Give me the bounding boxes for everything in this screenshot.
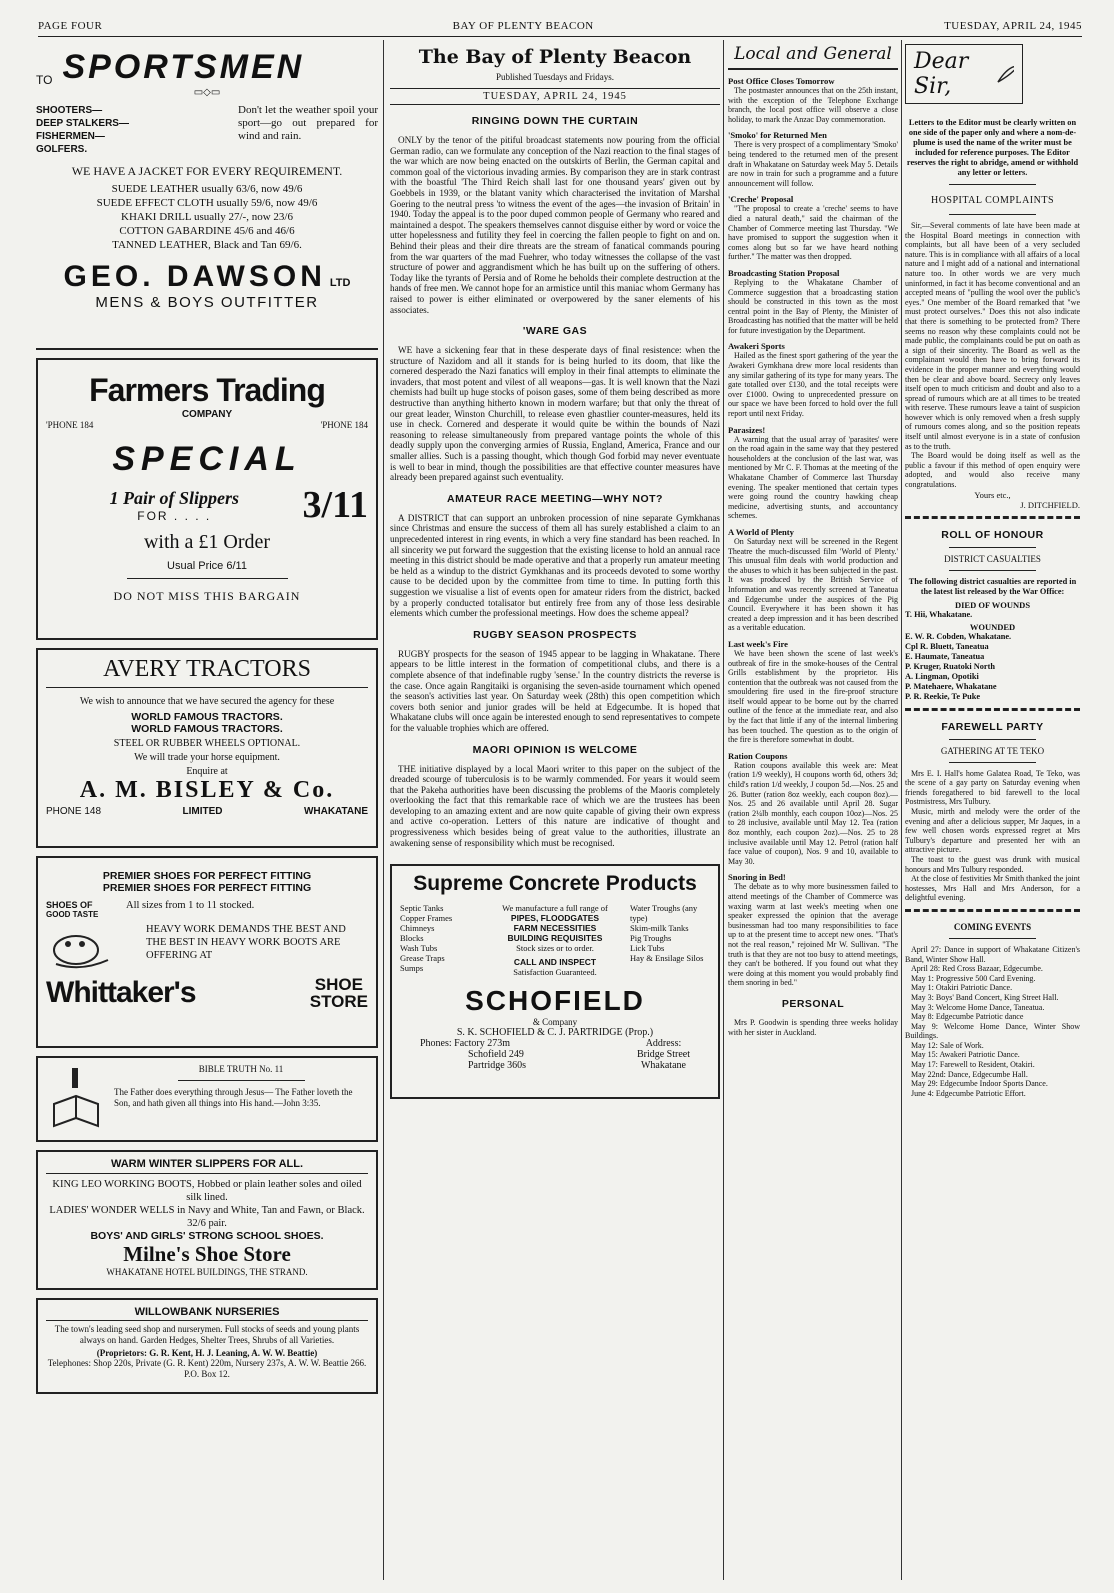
bible-text: The Father does everything through Jesus— The Father loveth the Son, and hath given all things into His hand.—John 3:35.: [114, 1087, 353, 1108]
event-item: May 22nd: Dance, Edgecumbe Hall.: [911, 1069, 1028, 1079]
wounded-name: P. Kruger, Ruatoki North: [905, 661, 995, 671]
ad-to: TO: [36, 73, 53, 87]
concrete-mid: [480, 903, 630, 977]
avery-wheels: STEEL OR RUBBER WHEELS OPTIONAL.: [113, 738, 301, 749]
wavy-rule: [905, 516, 1080, 523]
event-item: May 3: Welcome Home Dance, Taneatua.: [911, 1002, 1045, 1012]
price-item: COTTON GABARDINE 45/6 and 46/6: [119, 225, 295, 237]
shoe-word: SHOE: [314, 975, 363, 994]
brief-heading: Post Office Closes Tomorrow: [728, 76, 835, 86]
brief-heading: 'Creche' Proposal: [728, 194, 794, 205]
list-item: Pig Troughs: [630, 933, 672, 944]
list-item: Hay & Ensilage Silos: [630, 953, 704, 964]
milne-title: WARM WINTER SLIPPERS FOR ALL.: [46, 1158, 368, 1174]
dear-sir-logo: [905, 44, 1023, 104]
brief-heading: Broadcasting Station Proposal: [728, 267, 840, 278]
divider: [949, 570, 1037, 571]
gathering-title: GATHERING AT TE TEKO: [940, 745, 1045, 756]
brief-heading: Awakeri Sports: [728, 341, 785, 352]
bible-truth-box: [36, 1056, 378, 1142]
wounded-name: E. Haumate, Taneatua: [905, 651, 985, 661]
willow-text: The town's leading seed shop and nurserymen. Full stocks of seeds and young plants always on hand. Garden Hedges, Shelter Trees, Shrubs of all Varieties.: [54, 1324, 360, 1345]
list-item: Copper Frames: [400, 913, 453, 924]
milne-l3: BOYS' AND GIRLS' STRONG SCHOOL SHOES.: [90, 1230, 324, 1242]
slippers-line: 1 Pair of Slippers: [109, 487, 240, 508]
phone-line: Schofield 249: [468, 1049, 524, 1061]
divider: [949, 739, 1037, 740]
schofield-co: & Company: [532, 1017, 578, 1028]
avery-tractors-ad: [36, 648, 378, 848]
article-title: 'WARE GAS: [522, 325, 588, 338]
price-item: SUEDE EFFECT CLOTH usually 59/6, now 49/6: [96, 197, 318, 209]
dawson-sub: MENS & BOYS OUTFITTER: [95, 294, 319, 311]
price-item: KHAKI DRILL usually 27/-, now 23/6: [121, 211, 293, 223]
brief-list: [728, 76, 898, 988]
brief-heading: Last week's Fire: [728, 638, 788, 649]
brief-text: Ration coupons available this week are: Meat (ration 1/9 weekly), H coupons worth 6d, others 3d; child's ration 1/d weekly, J coupon 5d.—Nos. 25 and 26. Butter (ration 8oz weekly, each coupon 8oz).—Nos. 25 and 26 available until April 28. Sugar (ration 2¼lb monthly, each coupon 10oz)—Nos. 25 to 28 inclusive, available until May 12. Tea (ration 8oz monthly, each coupon 2oz).—Nos. 25 to 28 inclusive available until May 12. Petrol (ration half face value of coupon), Nos. 9 and 10, available to May 30.: [728, 760, 898, 866]
mid-line: Stock sizes or to order.: [516, 943, 594, 954]
event-item: May 3: Boys' Band Concert, King Street Hall.: [911, 992, 1059, 1002]
letter-signature: J. DITCHFIELD.: [1020, 499, 1080, 510]
farewell-text: The toast to the guest was drunk with musical honours and Mrs Tulbury responded.: [905, 854, 1080, 874]
mid-line: CALL AND INSPECT: [513, 957, 597, 968]
divider: [949, 938, 1037, 939]
roll-title: ROLL OF HONOUR: [941, 528, 1044, 541]
phone-right: 'PHONE 184: [320, 420, 368, 430]
event-item: May 1: Progressive 500 Card Evening.: [911, 973, 1036, 983]
brief-text: We have been shown the scene of last week's outbreak of fire in the smoke-houses of the Central Grills establishment by the proprietor. His contention that the outbreak was not caused from the smouldering fire used in the fire-proof structure itself would appear to be borne out by the charred outline of the fence at the immediate rear, and also by the fact that little if any of the internal limbering has been touched. The question as to the origin of the fire is therefore somewhat in doubt.: [728, 648, 898, 745]
list-item: Sumps: [400, 963, 424, 974]
sportsmen-ad: [36, 48, 378, 350]
events-list: [905, 945, 1080, 1099]
weather-blurb: Don't let the weather spoil your sport—go out prepared for wind and rain.: [238, 104, 378, 142]
mid-line: We manufacture a full range of: [502, 903, 608, 914]
farewell-text: Music, mirth and melody were the order of the evening and after a delicious supper, Mr Jaques, in a few well chosen words expressed regret at Mrs Tulbury's departure and presented her with an attractive picture.: [905, 807, 1080, 855]
brief-heading: A World of Plenty: [728, 526, 794, 537]
whittakers-shoe-ad: [36, 856, 378, 1048]
column-rule: [723, 40, 724, 1580]
usual-price: Usual Price 6/11: [167, 560, 247, 572]
event-item: May 1: Otakiri Patriotic Dance.: [911, 983, 1013, 993]
mid-line: PIPES, FLOODGATES: [510, 913, 600, 924]
address-line: Whakatane: [640, 1060, 686, 1072]
bisley-phone: PHONE 148: [46, 806, 102, 817]
brief-text: Replying to the Whakatane Chamber of Commerce suggestion that a broadcasting station should be constructed in this town as the most central point in the Bay of Plenty, the Minister of Broadcasting has notified that the matter will be held for future investigation by the Department.: [728, 277, 898, 335]
farmers-title: Farmers Trading: [89, 372, 325, 408]
editorial-column: [390, 40, 720, 1107]
published-line: Published Tuesdays and Fridays.: [495, 72, 614, 82]
bisley-firm: A. M. BISLEY & Co.: [79, 777, 335, 803]
ads-column: [36, 40, 378, 1402]
willow-title: WILLOWBANK NURSERIES: [46, 1306, 368, 1321]
list-item: GOLFERS.: [36, 144, 88, 155]
brief-heading: 'Smoko' for Returned Men: [728, 130, 827, 141]
brief-text: "The proposal to create a 'creche' seems to have died a natural death," said the chairman of the Chamber of Commerce meeting last Thursday. "We have promised to support the suggestion when it comes along but so far we have heard nothing further." The matter was then dropped.: [728, 204, 898, 262]
article-body: RUGBY prospects for the season of 1945 appear to be lagging in Whakatane. There appears to be little interest in the formation of competitional clubs, and there is a complete absence of that indefinable rugby 'sense.' In the country districts the reverse is the case. Once again Rangitaiki is organising the seven-aside tournament which opened the season's activities last year. On Saturday week (28th) this open competition which covers both senior and junior grades will be held at Edgecumbe. It is hoped that Whakatane clubs will once again be interested enough to send representatives to compete for the valuable trophies which are offered.: [390, 648, 720, 733]
store-word: STORE: [309, 992, 368, 1011]
roll-intro: The following district casualties are reported in the latest list released by the War Office:: [908, 576, 1077, 596]
farmers-trading-ad: [36, 358, 378, 640]
willowbank-ad: [36, 1298, 378, 1394]
avery-famous: [46, 711, 368, 735]
heavy-work: HEAVY WORK DEMANDS THE BEST AND THE BEST IN HEAVY WORK BOOTS ARE OFFERING AT: [146, 924, 346, 961]
personal-text: Mrs P. Goodwin is spending three weeks holiday with her sister in Auckland.: [728, 1017, 898, 1037]
brief-text: On Saturday next will be screened in the Regent Theatre the much-discussed film 'World of Plenty.' This unusual film deals with world production and the abuses to which it has been subjected in the past. It was produced by the British Service of Information and was recently screened at Taneatua and Edgecumbe under the auspices of the Pig Council. Everywhere it has been shown it has created a deep impression and it has been described as a veritable education.: [728, 536, 898, 633]
bisley-limited: LIMITED: [182, 806, 223, 817]
whittakers-firm: Whittaker's: [46, 976, 196, 1009]
divider: [178, 1080, 305, 1081]
list-item: DEEP STALKERS—: [36, 118, 129, 129]
local-general-column: [728, 40, 898, 1037]
milnes-shoe-ad: [36, 1150, 378, 1290]
special-title: SPECIAL: [112, 440, 302, 478]
avery-title: AVERY TRACTORS: [46, 656, 368, 688]
died-name: T. Hii, Whakatane.: [905, 609, 973, 619]
wavy-rule: [905, 909, 1080, 916]
article-title: AMATEUR RACE MEETING—WHY NOT?: [447, 492, 663, 505]
dawson-firm: GEO. DAWSON: [63, 260, 326, 293]
milne-addr: WHAKATANE HOTEL BUILDINGS, THE STRAND.: [106, 1267, 308, 1277]
for-line: FOR . . . .: [137, 508, 212, 523]
address-line: Bridge Street: [636, 1049, 690, 1061]
miss-line: DO NOT MISS THIS BARGAIN: [113, 589, 301, 603]
article-body: A DISTRICT that can support an unbroken procession of nine separate Gymkhanas since Christmas and ensure the success of them all has surely established a claim to an unprecedented interest in ring events, in which a very fine standard has been reached. In all sincerity we put forward the suggestion that the existing license to hold an annual race meeting in this district should be made operative and that a properly run amateur meeting be held as a windup to the district Gymkhanas and its proceeds devoted to some worthy cause to be decided upon by the committee from time to time. In putting forth this suggestion we visualise a list of events open for amateur riders from the district, backed by a properly conducted totalisator but entirely free from any of those less desirable elements which cumber the professional meetings. How does the scheme appeal?: [390, 512, 720, 619]
famous-line: WORLD FAMOUS TRACTORS.: [131, 711, 283, 723]
events-title: COMING EVENTS: [953, 921, 1032, 932]
order-line: with a £1 Order: [143, 531, 271, 553]
phone-left: 'PHONE 184: [46, 420, 94, 430]
article-body: ONLY by the tenor of the pitiful broadcast statements now pouring from the official German radio, can we formulate any conception of the Nazi reaction to the final stages of the war which are now being enacted on the outskirts of Berlin, the German capital and common goal of the victorious invading armies. By comparison they are in stark contrast with the boastful 'The Third Reich shall last for one thousand years' given out by Goebbels in 1939, or the blatant vanity which characterised the invitation of Marshal Goering to the neutral press 'to witness the event of the ages—the invasion of Britain' in 1940. Today the appeal is to the poor duped common people of Germany who reared and maintained a despot. The speakers themselves cannot disguise either by word or voice the utter hopelessness and futility they feel in coercing the fallen people to fight on and on. Behind their pleas and their dire threats are the stream of fanatical commands pouring from the war quarters of the mad Fuehrer, who today witnesses the collapse of the vast structure of power and aggrandisment which he has built up on the suffering of others. Today like the tyrants of Persia and of Rome he beholds their complete destruction at the hands of free men. We cannot hope for an armistice until this maniac whom Germany has raised to power is either eliminated or overpowered by the saner elements of his associates.: [390, 135, 720, 315]
quill-icon: [996, 64, 1014, 84]
column-rule: [383, 40, 384, 1580]
local-general-title: Local and General: [728, 40, 898, 70]
letters-column: [905, 40, 1080, 1098]
list-item: Wash Tubs: [400, 943, 438, 954]
letter-body: The Board would be doing itself as well as the public a favour if this method of open enquiry were adopted, and would also receive many congratulations.: [905, 451, 1080, 490]
page-header: [38, 20, 1082, 37]
district-casualties: DISTRICT CASUALTIES: [944, 553, 1041, 564]
event-item: May 29: Edgecumbe Indoor Sports Dance.: [911, 1079, 1048, 1089]
jacket-line: WE HAVE A JACKET FOR EVERY REQUIREMENT.: [71, 164, 343, 178]
phone-line: Phones: Factory 273m: [420, 1038, 510, 1050]
dear-sir-text: Dear Sir,: [914, 49, 969, 99]
concrete-title: Supreme Concrete Products: [413, 872, 697, 896]
bible-lamp-icon: [46, 1064, 106, 1134]
milne-firm: Milne's Shoe Store: [123, 1242, 291, 1266]
event-item: May 17: Farewell to Resident, Otakiri.: [911, 1060, 1035, 1070]
schofield-concrete-ad: [390, 864, 720, 1099]
list-item: Water Troughs (any type): [630, 903, 698, 924]
brief-heading: Ration Coupons: [728, 750, 788, 761]
mid-line: BUILDING REQUISITES: [507, 933, 603, 944]
wounded-name: Cpl R. Bluett, Taneatua: [905, 641, 989, 651]
farewell-title: FAREWELL PARTY: [941, 720, 1044, 733]
price: 3/11: [302, 484, 368, 526]
premier-line: PREMIER SHOES FOR PERFECT FITTING: [102, 870, 312, 882]
shoes-of-logo: [46, 900, 126, 972]
brief-text: The postmaster announces that on the 25th instant, with the exception of the Telephone Exchange branch, the local post office will observe a close holiday, to mark the Anzac Day commemoration.: [728, 86, 898, 124]
article-title: RUGBY SEASON PROSPECTS: [473, 628, 637, 641]
event-item: April 28: Red Cross Bazaar, Edgecumbe.: [911, 964, 1043, 974]
sport-list: [36, 104, 129, 156]
brief-heading: Snoring in Bed!: [728, 872, 786, 883]
personal-title: PERSONAL: [781, 997, 845, 1010]
event-item: June 4: Edgecumbe Patriotic Effort.: [911, 1088, 1026, 1098]
wounded-name: P. Matehaere, Whakatane: [905, 681, 997, 691]
wounded-name: A. Lingman, Opotiki: [905, 671, 979, 681]
brief-text: There is very prospect of a complimentary 'Smoko' being tendered to the returned men of the present draft in Whakatane on Saturday week May 5. Details are now in train for such a programme and a future announcement will follow.: [728, 140, 898, 188]
divider: [949, 184, 1037, 185]
sizes-line: All sizes from 1 to 11 stocked.: [126, 900, 255, 911]
willow-tel: Telephones: Shop 220s, Private (G. R. Kent) 220m, Nursery 237s, A. W. W. Beattie 266. P.O. Box 12.: [47, 1358, 367, 1379]
article-body: WE have a sickening fear that in these desperate days of final resistence: when the structure of Nazidom and all it stands for is being hurled to its doom, that like the cornered desperado the Nazi fanatics will employ in their final attempts to eliminate the invaders, that most potent and vilest of all weapons—gas. It is well known that the Nazi chemists had built up huge stocks of poison gases, some of them being described as more destructive than anything hitherto known in modern warfare; but that only the threat of our great leader, Winston Churchill, to release even ghastlier counter-measures, held its use in check. Cornered and desperate it would quite be within the bounds of Nazi reasoning to release simultaneously from prepared vantage points the whole of this deadly supply upon the converging armies of Russia, England, America, France and our smaller allies. Such is a passing thought, which though God forbid may never eventuate is well to bear in mind, though the possibilities are that effective counter measures have already been prepared against such eventuality.: [390, 345, 720, 483]
mid-line: FARM NECESSITIES: [513, 923, 597, 934]
concrete-right-list: [630, 903, 710, 977]
brief-heading: Parasizes!: [728, 424, 766, 435]
sportsmen-title: SPORTSMEN: [62, 48, 305, 86]
list-item: Grease Traps: [400, 953, 445, 964]
page-date: TUESDAY, APRIL 24, 1945: [944, 20, 1082, 32]
divider: [949, 547, 1037, 548]
wounded-list: [905, 632, 1080, 702]
address-line: Address:: [645, 1038, 682, 1050]
shoes-of: SHOES OF: [46, 900, 93, 910]
letters-rules: Letters to the Editor must be clearly written on one side of the paper only and where a nom-de-plume is used the name of the writer must be included for reference purposes. The Editor reserves the right to abridge, amend or withhold any letter or letters.: [906, 118, 1079, 177]
editorial-date: TUESDAY, APRIL 24, 1945: [390, 88, 720, 105]
letter-title: HOSPITAL COMPLAINTS: [930, 195, 1055, 206]
premier-lines: [46, 870, 368, 894]
farewell-text: At the close of festivities Mr Smith thanked the joint hostesses, Mrs Hall and Mrs Anderson, for a delightful evening.: [905, 874, 1080, 903]
divider: [949, 214, 1037, 215]
list-item: FISHERMEN—: [36, 131, 105, 142]
letter-yours: Yours etc.,: [974, 489, 1011, 500]
price-item: TANNED LEATHER, Black and Tan 69/6.: [112, 239, 302, 251]
schofield-props: S. K. SCHOFIELD & C. J. PARTRIDGE (Prop.): [456, 1027, 654, 1039]
paper-name: BAY OF PLENTY BEACON: [452, 20, 594, 32]
schofield-firm: SCHOFIELD: [465, 985, 645, 1017]
masthead: The Bay of Plenty Beacon: [418, 46, 692, 68]
brief-text: The debate as to why more businessmen failed to attend meetings of the Chamber of Commerce was waxing warm at last week's meeting when one speaker expressed the opinion that the average businessman had too many responsibilities to face up to at the present time to accept new ones. "That's not the real reason," rejoined Mr W. Sullivan. "The truth is that they are not too busy to attend meetings, they can't be bothered. If you found out what they were doing at this moment you would probably find them snoring in bed.": [728, 882, 898, 988]
list-item: SHOOTERS—: [36, 105, 103, 116]
article-title: MAORI OPINION IS WELCOME: [472, 743, 638, 756]
list-item: Septic Tanks: [400, 903, 444, 914]
bisley-town: WHAKATANE: [303, 806, 368, 817]
dog-with-shoe-icon: [46, 920, 116, 970]
column-rule: [901, 40, 902, 1580]
farmers-company: COMPANY: [181, 409, 233, 420]
milne-l1: KING LEO WORKING BOOTS, Hobbed or plain leather soles and oiled silk lined.: [52, 1179, 362, 1203]
event-item: May 9: Welcome Home Dance, Winter Show Buildings.: [905, 1021, 1080, 1041]
dawson-ltd: LTD: [329, 277, 351, 289]
brief-text: Hailed as the finest sport gathering of the year the Awakeri Gymkhana drew more local residents than any similar gathering of its type for many years. The gate totalled over £130, and the total receipts were over £1000. Owing to unprecedented pressure on our space we have been forced to hold over the full report until next Friday.: [728, 351, 898, 419]
list-item: Chimneys: [400, 923, 435, 934]
concrete-left-list: [400, 903, 480, 977]
event-item: May 8: Edgecumbe Patriotic dance: [911, 1012, 1024, 1022]
milne-l2: LADIES' WONDER WELLS in Navy and White, Tan and Fawn, or Black. 32/6 pair.: [49, 1205, 365, 1229]
list-item: Lick Tubs: [630, 943, 665, 954]
wavy-rule: [905, 708, 1080, 715]
article-body: THE initiative displayed by a local Maori writer to this paper on the subject of the dreaded scourge of tuberculosis is to be warmly commended. For years it would seem that the Pakeha authorities have been discussing the problems of the Maoris completely overlooking the fact that this remarkable race of which we are the trustees has been developing to an amazing extent and are now quite capable of giving their own express and active co-operation. Letters of this nature are indicative of thought and progressiveness which besides being of great value to the authorities, illustrate an awakening sense of responsibility which must be recognised.: [390, 763, 720, 848]
event-item: May 12: Sale of Work.: [911, 1040, 984, 1050]
famous-line: WORLD FAMOUS TRACTORS.: [131, 723, 283, 735]
list-item: Skim-milk Tanks: [630, 923, 689, 934]
mid-line: Satisfaction Guaranteed.: [513, 967, 597, 978]
price-item: SUEDE LEATHER usually 63/6, now 49/6: [111, 183, 303, 195]
divider: [127, 578, 288, 579]
ornament-icon: ▭◇▭: [193, 87, 221, 98]
letter-body: Sir,—Several comments of late have been made at the Hospital Board meetings in connection with complaints, but all have been of a very secluded nature. This is in compliance with all affairs of a local nature and I might add of a national and international nature too. In other words we are very much uninformed, in fact it has become conventional and an accepted means of "pulling the wool over the public's eyes." One member of the Board remarked that "we must protect ourselves." Does this not also indicate that there is something to be protected from? There seems no reason why these complaints could not be made public, the complainants could be put on oath as a sign of their sincerity. The Board as well as the complainant would then have to bring forward its evidence in the proper manner and everything would then be clear and above board. Secrecy only leaves itself open to much criticism and doubt and also to a spread of rumours which are at all times to be treated with reserve. These rumours leave a taint of suspicion however which is only removed when a fresh supply of rumours comes along, and so the position repeats itself until almost everyone is in a state of confusion as to the truth.: [905, 221, 1080, 451]
willow-props: (Proprietors: G. R. Kent, H. J. Leaning, A. W. W. Beattie): [96, 1348, 318, 1358]
farewell-text: Mrs E. I. Hall's home Galatea Road, Te Teko, was the scene of a gay party on Saturday evening when friends foregathered to bid farewell to the local Postmistress, Mrs Tulbury.: [905, 768, 1080, 807]
avery-enquire: Enquire at: [186, 766, 228, 777]
wounded-name: P. R. Reekie, Te Puke: [905, 691, 981, 701]
article-title: RINGING DOWN THE CURTAIN: [471, 115, 639, 127]
phone-line: Partridge 360s: [468, 1060, 527, 1072]
brief-text: A warning that the usual array of 'parasites' were on the road again in the same way that they pestered householders at the conclusion of the last war, was mentioned by Mr C. F. Thomas at the meeting of the Whakatane Chamber of Commerce last Thursday evening. The speaker mentioned that certain types were going round the country hawking cheap medicine, advertising stunts, and accountancy schemes.: [728, 434, 898, 521]
died-heading: DIED OF WOUNDS: [954, 599, 1031, 610]
price-list: [36, 182, 378, 252]
good-taste: GOOD TASTE: [46, 910, 99, 919]
event-item: May 15: Awakeri Patriotic Dance.: [911, 1050, 1020, 1060]
bible-title: BIBLE TRUTH No. 11: [198, 1064, 284, 1074]
premier-line: PREMIER SHOES FOR PERFECT FITTING: [102, 882, 312, 894]
divider: [949, 762, 1037, 763]
avery-intro: We wish to announce that we have secured the agency for these: [79, 696, 335, 707]
page-number: PAGE FOUR: [38, 20, 103, 32]
list-item: Blocks: [400, 933, 424, 944]
avery-trade: We will trade your horse equipment.: [134, 752, 280, 763]
wounded-heading: WOUNDED: [969, 621, 1016, 632]
wounded-name: E. W. R. Cobden, Whakatane.: [905, 631, 1012, 641]
event-item: April 27: Dance in support of Whakatane Citizen's Band, Winter Show Hall.: [905, 944, 1080, 964]
